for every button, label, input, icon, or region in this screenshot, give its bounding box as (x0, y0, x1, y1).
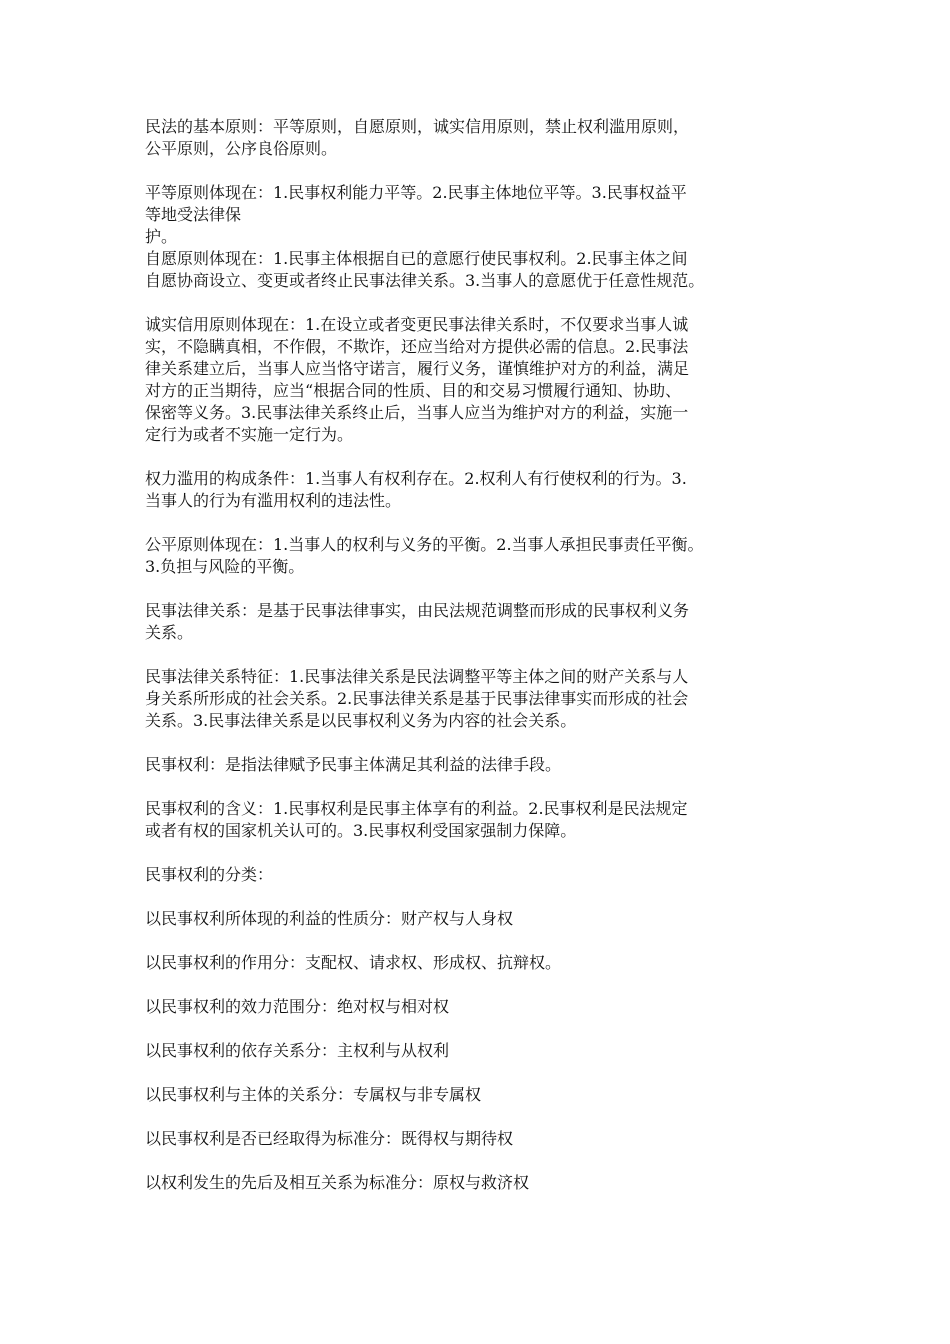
paragraph-civil-legal-relation-features: 民事法律关系特征：1.民事法律关系是民法调整平等主体之间的财产关系与人 身关系所形成的社会关系。2.民事法律关系是基于民事法律事实而形成的社会 关系。3.民事法律关系是以民事权利义务为内容的社会关系。 (145, 667, 689, 730)
paragraph-abuse-of-rights: 权力滥用的构成条件：1.当事人有权利存在。2.权利人有行使权利的行为。3. 当事人的行为有滥用权利的违法性。 (145, 469, 687, 510)
paragraph-civil-rights-meaning: 民事权利的含义：1.民事权利是民事主体享有的利益。2.民事权利是民法规定 或者有权的国家机关认可的。3.民事权利受国家强制力保障。 (145, 799, 688, 840)
paragraph-good-faith-principle: 诚实信用原则体现在：1.在设立或者变更民事法律关系时，不仅要求当事人诚 实，不隐瞒真相，不作假，不欺诈，还应当给对方提供必需的信息。2.民事法 律关系建立后，当事人应当恪守诺言，履行义务，谨慎维护对方的利益，满足 对方的正当期待，应当“根据合同的性质、目的和交易习惯履行通知、协助、 保密等义务。3.民事法律关系终止后，当事人应当为维护对方的利益，实施一 定行为或者不实施一定行为。 (145, 315, 690, 444)
paragraph-voluntary-principle: 自愿原则体现在：1.民事主体根据自已的意愿行使民事权利。2.民事主体之间 自愿协商设立、变更或者终止民事法律关系。3.当事人的意愿优于任意性规范。 (145, 249, 705, 290)
document-body (145, 116, 805, 1216)
list-item-by-sequence: 以权利发生的先后及相互关系为标准分：原权与救济权 (145, 1173, 530, 1192)
list-item-by-subject-relation: 以民事权利与主体的关系分：专属权与非专属权 (145, 1085, 482, 1104)
list-item-by-function: 以民事权利的作用分：支配权、请求权、形成权、抗辩权。 (145, 953, 562, 972)
list-item-by-interest-nature: 以民事权利所体现的利益的性质分：财产权与人身权 (145, 909, 514, 928)
list-item-by-acquisition: 以民事权利是否已经取得为标准分：既得权与期待权 (145, 1129, 514, 1148)
list-item-by-dependency: 以民事权利的依存关系分：主权利与从权利 (145, 1041, 450, 1060)
paragraph-equality-principle: 平等原则体现在：1.民事权利能力平等。2.民事主体地位平等。3.民事权益平 等地受法律保 护。 (145, 183, 687, 246)
paragraph-fairness-principle: 公平原则体现在：1.当事人的权利与义务的平衡。2.当事人承担民事责任平衡。 3.负担与风险的平衡。 (145, 535, 704, 576)
paragraph-civil-rights-definition: 民事权利：是指法律赋予民事主体满足其利益的法律手段。 (145, 755, 562, 774)
paragraph-civil-legal-relation: 民事法律关系：是基于民事法律事实，由民法规范调整而形成的民事权利义务 关系。 (145, 601, 690, 642)
list-item-by-scope: 以民事权利的效力范围分：绝对权与相对权 (145, 997, 450, 1016)
paragraph-basic-principles: 民法的基本原则：平等原则，自愿原则，诚实信用原则，禁止权利滥用原则， 公平原则，公序良俗原则。 (145, 117, 690, 158)
paragraph-civil-rights-classification: 民事权利的分类： (145, 865, 274, 884)
